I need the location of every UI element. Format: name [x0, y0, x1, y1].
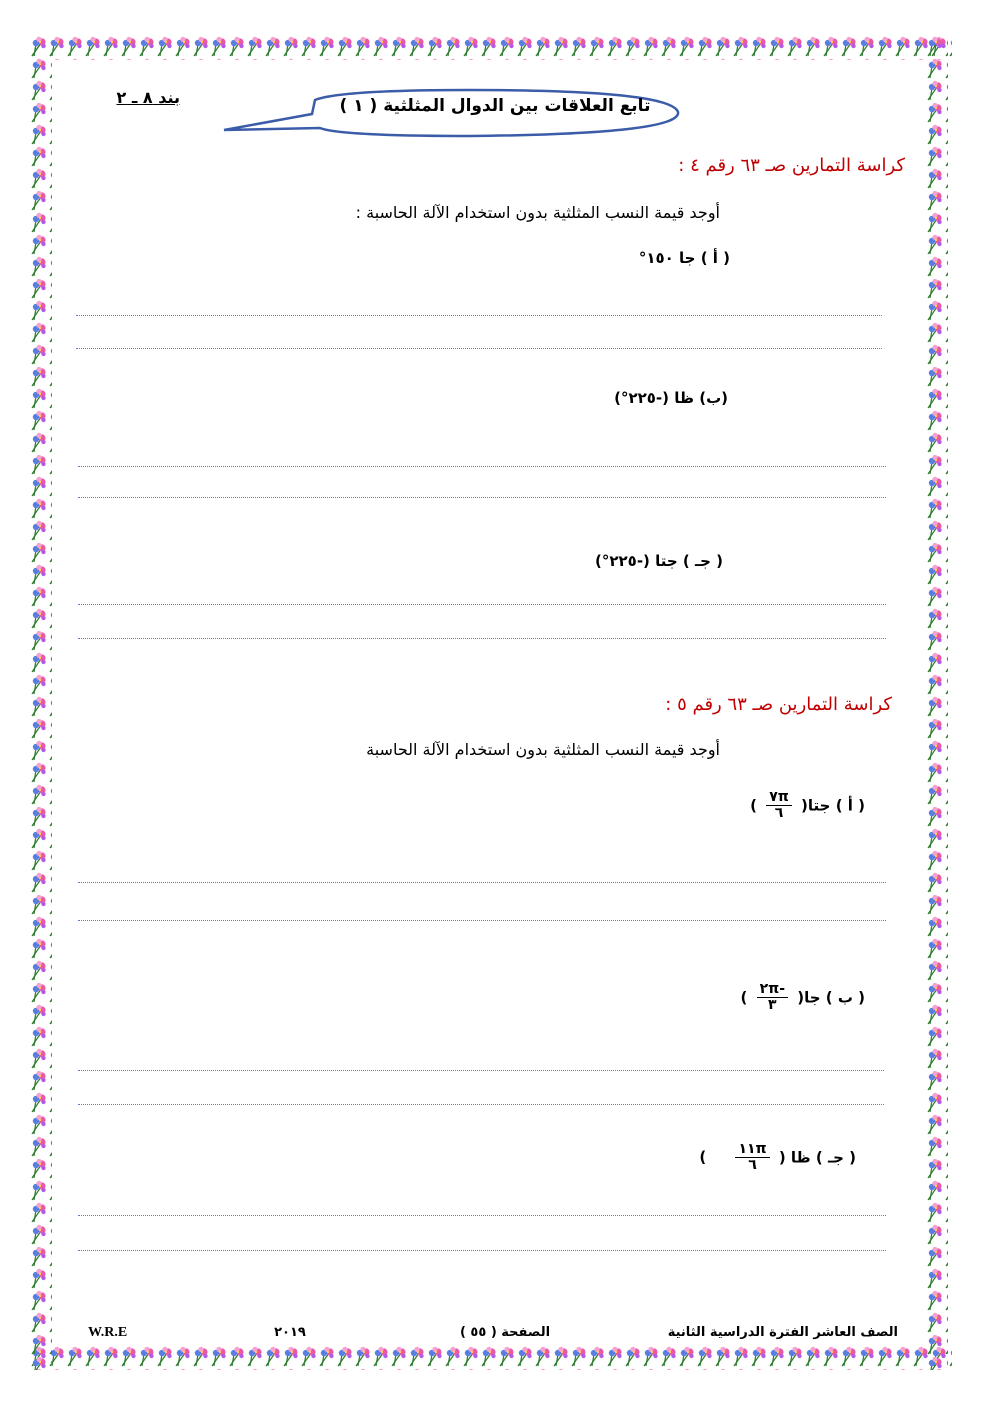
answer-line	[76, 315, 882, 316]
fraction-denominator: ٦	[774, 805, 784, 822]
page-title: تابع العلاقات بين الدوال المثلثية ( ١ )	[339, 96, 651, 116]
exercise-2-item-a-prefix: ( أ ) جتا(	[801, 796, 865, 815]
answer-line	[78, 638, 886, 639]
flower-border-bottom	[28, 1346, 952, 1370]
answer-line	[78, 1070, 884, 1071]
exercise-1-instruction: أوجد قيمة النسب المثلثية بدون استخدام الآلة الحاسبة :	[355, 203, 720, 222]
answer-line	[78, 1215, 886, 1216]
answer-line	[78, 497, 886, 498]
fraction-numerator: ٧π	[766, 790, 792, 806]
exercise-1-item-c: ( جـ ) جتا (-٢٢٥°)	[594, 552, 723, 570]
exercise-2-item-c-prefix: ( جـ ) ظا (	[778, 1148, 856, 1167]
footer-grade: الصف العاشر الفترة الدراسية الثانية	[667, 1325, 898, 1340]
section-reference: بند ٨ ـ ٢	[116, 88, 180, 107]
flower-border-left	[28, 36, 52, 1370]
exercise-2-item-c	[620, 1142, 856, 1174]
fraction	[735, 1142, 769, 1174]
exercise-2-item-c-suffix: )	[699, 1148, 707, 1167]
flower-border-top	[28, 36, 952, 60]
answer-line	[78, 1104, 884, 1105]
answer-line	[78, 920, 886, 921]
exercise-2-item-b	[640, 982, 865, 1014]
footer-page-number: الصفحة ( ٥٥ )	[459, 1325, 551, 1340]
exercise-1-item-b: (ب) ظا (-٢٢٥°)	[614, 389, 728, 407]
answer-line	[78, 1250, 886, 1251]
fraction	[766, 790, 792, 822]
answer-line	[78, 604, 886, 605]
fraction-denominator: ٣	[768, 997, 777, 1014]
fraction-denominator: ٦	[748, 1157, 757, 1174]
exercise-2-item-a	[640, 790, 865, 822]
footer-author: W.R.E	[88, 1325, 128, 1340]
exercise-2-item-a-suffix: )	[750, 796, 757, 815]
fraction-numerator: -٢π	[757, 982, 788, 998]
exercise-2-title: كراسة التمارين صـ ٦٣ رقم ٥ :	[665, 694, 892, 715]
exercise-1-item-a: ( أ ) جا ١٥٠°	[638, 249, 730, 267]
answer-line	[78, 882, 886, 883]
fraction-numerator: ١١π	[735, 1142, 769, 1158]
exercise-2-item-b-suffix: )	[740, 988, 748, 1007]
fraction	[757, 982, 788, 1014]
exercise-2-instruction: أوجد قيمة النسب المثلثية بدون استخدام الآلة الحاسبة	[366, 740, 720, 759]
answer-line	[76, 348, 882, 349]
exercise-1-title: كراسة التمارين صـ ٦٣ رقم ٤ :	[678, 155, 905, 176]
answer-line	[78, 466, 886, 467]
exercise-2-item-b-prefix: ( ب ) جا(	[797, 988, 865, 1007]
flower-border-right	[924, 36, 948, 1370]
footer-year: ٢٠١٩	[274, 1325, 306, 1340]
